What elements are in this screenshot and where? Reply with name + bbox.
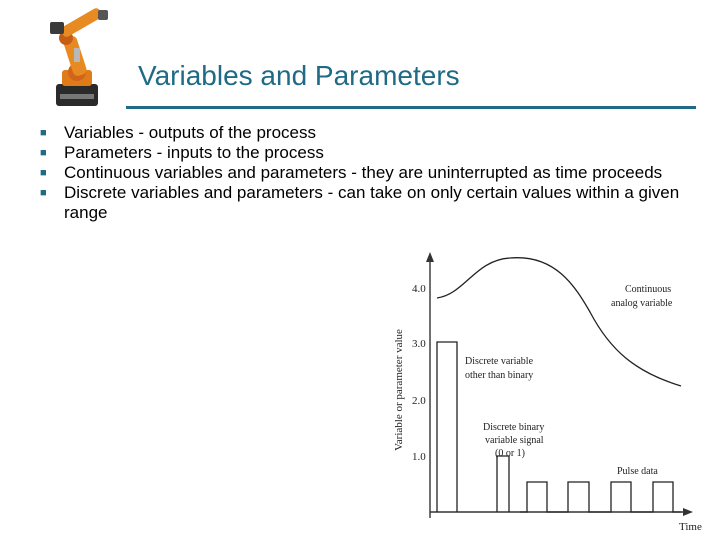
bullet-item <box>40 123 690 143</box>
binary-signal-step <box>497 456 509 512</box>
binary-label-line2: variable signal <box>485 435 544 446</box>
signal-types-figure <box>385 250 720 540</box>
y-tick-label: 1.0 <box>412 451 426 463</box>
discrete-label-line1: Discrete variable <box>465 356 534 367</box>
industrial-robot-arm-icon <box>42 8 118 110</box>
y-axis-arrow <box>426 252 434 262</box>
slide-title: Variables and Parameters <box>138 60 460 91</box>
x-axis-arrow <box>683 508 693 516</box>
pulse-train <box>520 482 681 512</box>
bullet-text: Parameters - inputs to the process <box>64 143 324 162</box>
x-axis-title: Time <box>679 521 702 533</box>
bullet-square-icon: ■ <box>40 127 47 139</box>
title-underline <box>126 106 696 109</box>
y-tick-label: 2.0 <box>412 395 426 407</box>
bullet-text: Variables - outputs of the process <box>64 123 316 142</box>
binary-label-line1: Discrete binary <box>483 422 545 433</box>
y-axis-title: Variable or parameter value <box>393 329 405 451</box>
y-tick-label: 4.0 <box>412 283 426 295</box>
bullet-text: Discrete variables and parameters - can take on only certain values within a given range <box>64 183 680 222</box>
bullet-square-icon: ■ <box>40 167 47 179</box>
discrete-signal-step <box>437 342 457 512</box>
continuous-label-line2: analog variable <box>611 298 673 309</box>
bullet-item <box>40 163 690 183</box>
pulse-label: Pulse data <box>617 466 658 477</box>
bullet-item <box>40 183 690 223</box>
binary-label-line3: (0 or 1) <box>495 448 525 459</box>
bullet-item <box>40 143 690 163</box>
y-tick-label: 3.0 <box>412 338 426 350</box>
bullet-square-icon: ■ <box>40 187 47 199</box>
discrete-label-line2: other than binary <box>465 370 534 381</box>
bullet-list <box>40 123 690 223</box>
bullet-square-icon: ■ <box>40 147 47 159</box>
bullet-text: Continuous variables and parameters - they are uninterrupted as time proceeds <box>64 163 663 182</box>
continuous-label-line1: Continuous <box>625 284 672 295</box>
